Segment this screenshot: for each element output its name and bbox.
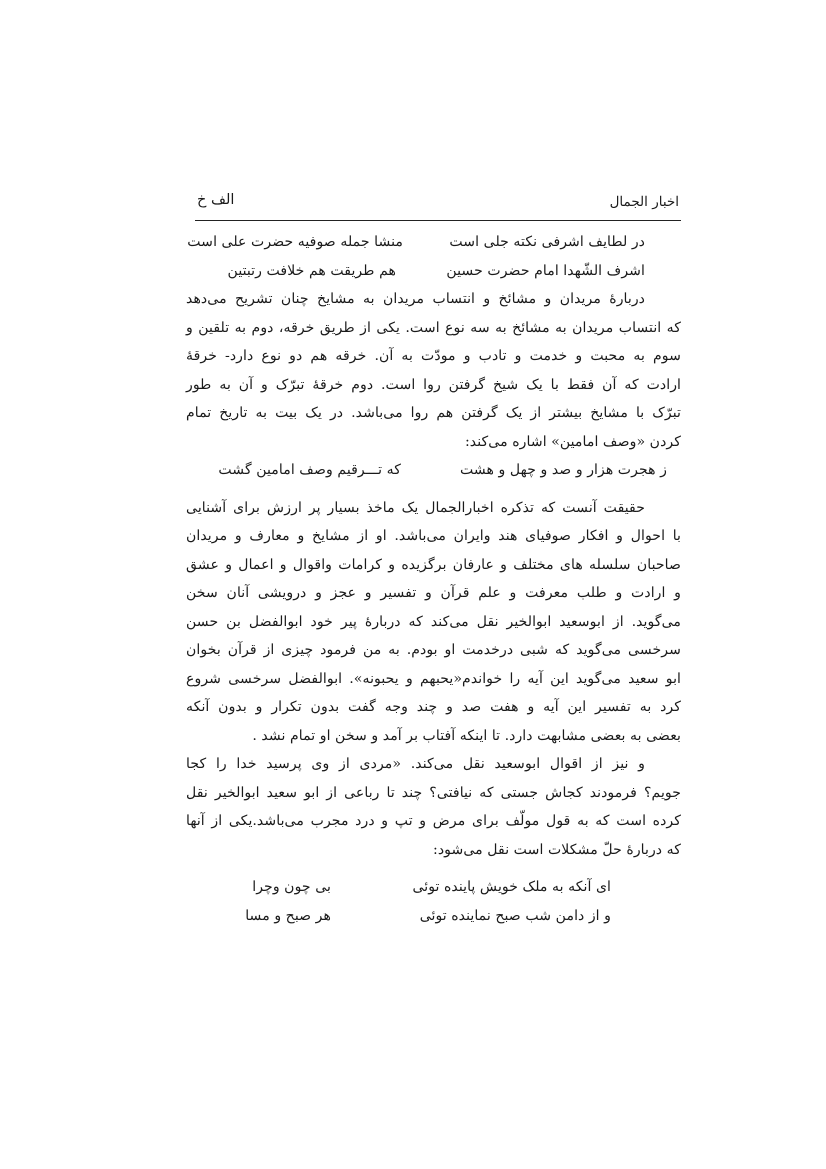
verse-hemistich: و از دامن شب صبح نماینده توئی bbox=[419, 907, 611, 924]
verse-line bbox=[186, 456, 681, 485]
paragraph-line: صاحبان سلسله های مختلف و عارفان برگزیده و کرامات واقوال و اعمال و عشق bbox=[186, 556, 681, 573]
paragraph-line: ابو سعید می‌گوید این آیه را خواندم«یحبهم و یحبونه». ابوالفضل سرخسی شروع bbox=[186, 670, 681, 687]
verse-line bbox=[186, 228, 681, 257]
paragraph-line: تبرّک با مشایخ بیشتر از یک گرفتن هم روا می‌باشد. در یک بیت به تاریخ تمام bbox=[186, 405, 681, 421]
verse-line bbox=[186, 873, 681, 902]
verse-hemistich: اشرف الشّهدا امام حضرت حسین bbox=[446, 262, 645, 279]
verse-hemistich: هم طریقت هم خلافت رتبتین bbox=[227, 262, 396, 279]
paragraph-line: ارادت که آن فقط با یک شیخ گرفتن روا است. دوم خرقهٔ تبرّک و آن به طور bbox=[186, 376, 681, 393]
verse-line bbox=[186, 902, 681, 931]
verse-hemistich: هر صبح و مسا bbox=[245, 907, 331, 924]
page-number: الف خ bbox=[197, 192, 235, 208]
paragraph-line: با احوال و افکار صوفیای هند وایران می‌باشد. او از مشایخ و معارف و مریدان bbox=[186, 528, 681, 544]
verse-line bbox=[186, 257, 681, 286]
paragraph-line: که انتساب مریدان به مشائخ به سه نوع است. یکی از طریق خرقه، دوم به تلقین و bbox=[186, 319, 681, 336]
paragraph-line: می‌گوید. از ابوسعید ابوالخیر نقل می‌کند که دربارهٔ پیر خود ابوالفضل بن حسن bbox=[186, 613, 681, 630]
paragraph-line: که دربارهٔ حلّ مشکلات است نقل می‌شود: bbox=[433, 841, 681, 858]
running-title: اخبار الجمال bbox=[609, 194, 679, 210]
paragraph-line: کردن «وصف امامین» اشاره می‌کند: bbox=[465, 433, 681, 450]
verse-hemistich: در لطایف اشرفی نکته جلی است bbox=[449, 234, 645, 250]
verse-hemistich: منشا جمله صوفیه حضرت علی است bbox=[187, 234, 403, 250]
paragraph-line: بعضی به بعضی مشابهت دارد. تا اینکه آفتاب بر آمد و سخن او تمام نشد . bbox=[252, 727, 681, 744]
paragraph-line: سوم به محبت و خدمت و تادب و مودّت به آن. خرقه هم دو نوع دارد- خرقهٔ bbox=[186, 348, 681, 364]
paragraph-line: دربارهٔ مریدان و مشائخ و انتساب مریدان به مشایخ چنان تشریح می‌دهد bbox=[186, 291, 645, 307]
verse-hemistich: بی چون وچرا bbox=[252, 879, 331, 895]
paragraph-line: حقیقت آنست که تذکره اخبارالجمال یک ماخذ بسیار پر ارزش برای آشنایی bbox=[186, 499, 645, 516]
running-header bbox=[195, 190, 681, 221]
paragraph-line: کرده است که به قول مولّف برای مرض و تپ و درد مجرب می‌باشد.یکی از آنها bbox=[186, 813, 681, 829]
verse-hemistich: که تـــرقیم وصف امامین گشت bbox=[218, 462, 401, 478]
verse-hemistich: ز هجرت هزار و صد و چهل و هشت bbox=[459, 462, 667, 478]
paragraph-line: و ارادت و طلب معرفت و علم قرآن و تفسیر و عجز و درویشی آنان سخن bbox=[186, 585, 681, 601]
paragraph-line: کرد به تفسیر این آیه و هفت صد و چند وجه گفت بدون تکرار و بدون آنکه bbox=[186, 699, 681, 715]
paragraph-line: سرخسی می‌گوید که شبی درخدمت او بودم. به من فرمود چیزی از قرآن بخوان bbox=[186, 642, 681, 658]
paragraph-line: جویم؟ فرمودند کجاش جستی که نیافتی؟ چند تا رباعی از ابو سعید ابوالخیر نقل bbox=[186, 784, 681, 801]
verse-hemistich: ای آنکه به ملک خویش پاینده توئی bbox=[412, 879, 611, 895]
paragraph-line: و نیز از اقوال ابوسعید نقل می‌کند. «مردی از وی پرسید خدا را کجا bbox=[186, 756, 645, 772]
body-text bbox=[186, 228, 681, 930]
